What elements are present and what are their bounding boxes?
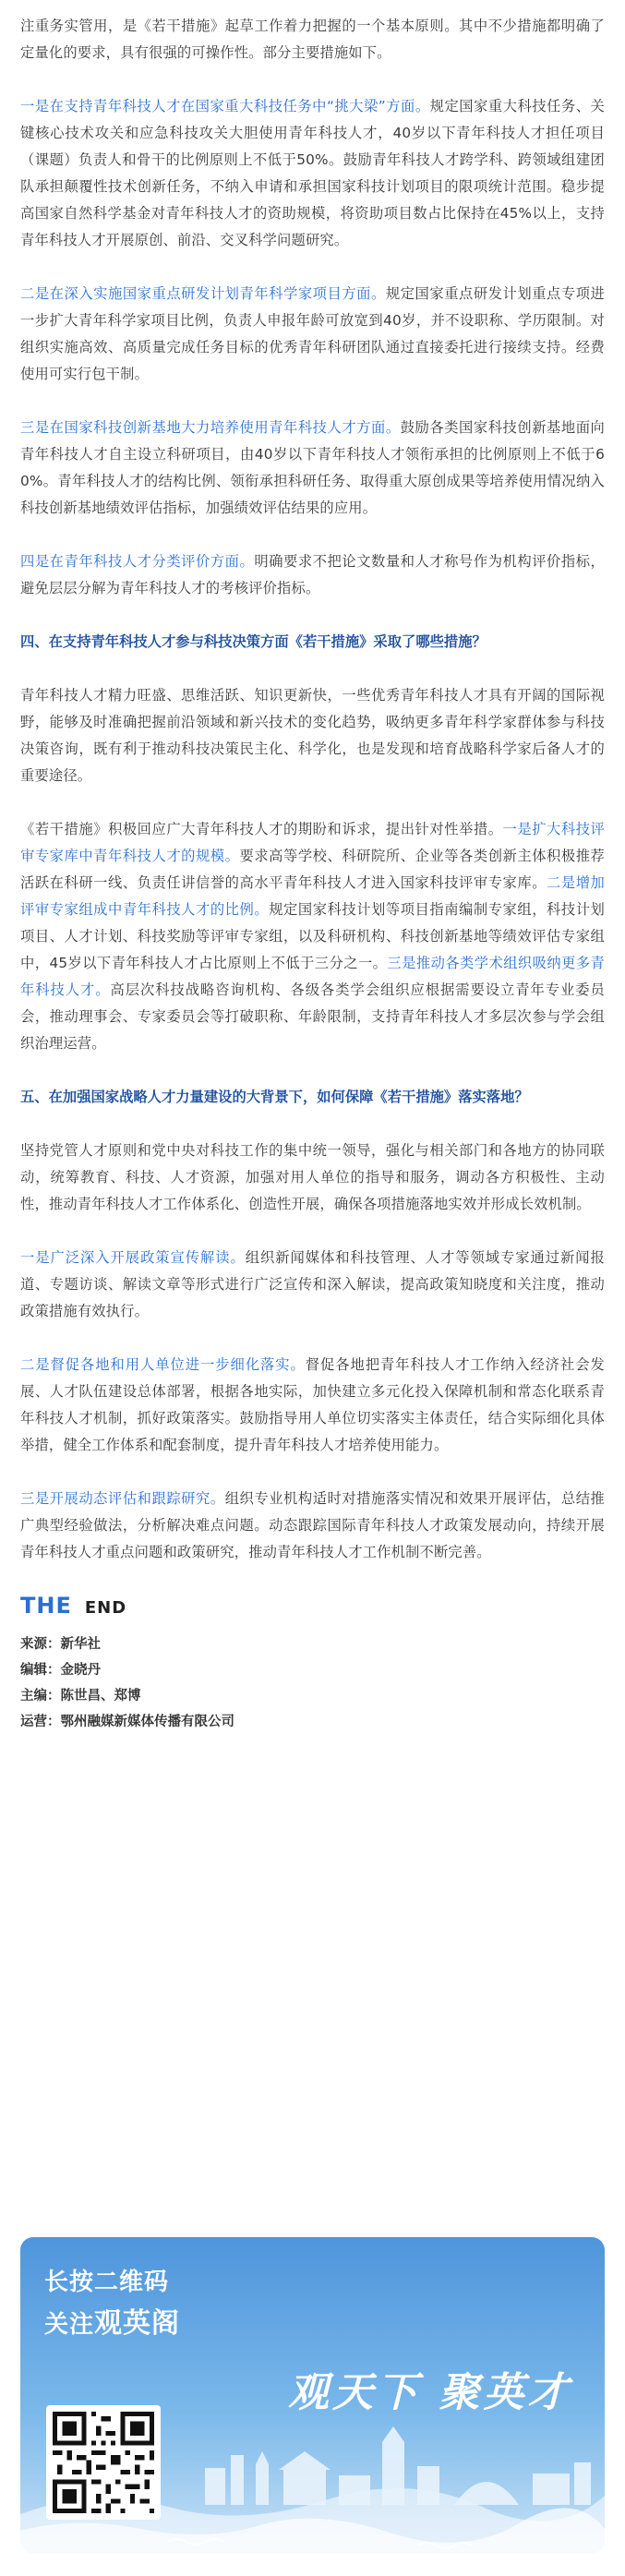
banner-follow-text: 关注 <box>44 2311 95 2339</box>
guarantee-1-body: 组织新闻媒体和科技管理、人才等领域专家通过新闻报道、专题访谈、解读文章等形式进行广泛宣传和深入解读，提高政策知晓度和关注度，推动政策措施有效执行。 <box>20 1249 605 1319</box>
guarantee-paragraph <box>20 1138 605 1218</box>
the-end-end: END <box>84 1598 127 1618</box>
measure-paragraph-2 <box>20 281 605 388</box>
intro-paragraph <box>20 13 605 66</box>
decision-lead-2: 二是增加评审专家组成中青年科技人才的比例。 <box>20 874 605 918</box>
youth-text: 青年科技人才精力旺盛、思维活跃、知识更新快，一些优秀青年科技人才具有开阔的国际视野，能够及时准确把握前沿领域和新兴技术的变化趋势，吸纳更多青年科学家群体参与科技决策咨询，既有利于推动科技决策民主化、科学化，也是发现和培育战略科学家后备人才的重要途径。 <box>20 687 605 784</box>
decision-lead-1: 一是扩大科技评审专家库中青年科技人才的规模。 <box>20 821 606 864</box>
measure-1-body: 规定国家重大科技任务、关键核心技术攻关和应急科技攻关大胆使用青年科技人才，40岁以下青年科技人才担任项目（课题）负责人和骨干的比例原则上不低于50%。鼓励青年科技人才跨学科、跨领域组建团队承担颠覆性技术创新任务，不纳入申请和承担国家科技计划项目的限项统计范围。稳步提高国家自然科学基金对青年科技人才的资助规模，将资助项目数占比保持在45%以上，支持青年科技人才开展原创、前沿、交叉科学问题研究。 <box>20 98 605 248</box>
measure-2-body: 规定国家重点研发计划重点专项进一步扩大青年科学家项目比例，负责人申报年龄可放宽到40岁，并不设职称、学历限制。对组织实施高效、高质量完成任务目标的优秀青年科研团队通过直接委托进行接续支持。经费使用可实行包干制。 <box>20 285 605 382</box>
credit-source: 来源：新华社 <box>20 1637 101 1652</box>
guarantee-paragraph-3 <box>20 1486 605 1566</box>
question-heading-5: 五、在加强国家战略人才力量建设的大背景下，如何保障《若干措施》落实落地？ <box>20 1089 529 1105</box>
credit-chief-editor: 主编：陈世昌、郑博 <box>20 1689 141 1703</box>
banner-account-name: 观英阁 <box>94 2307 181 2340</box>
decision-paragraph <box>20 816 605 1057</box>
guarantee-paragraph-1 <box>20 1245 605 1325</box>
credit-operator: 运营：鄂州融媒新媒体传播有限公司 <box>20 1715 234 1729</box>
banner-slogan: 观天下 聚英才 <box>288 2369 572 2416</box>
qr-code[interactable] <box>46 2405 161 2520</box>
measure-3-lead: 三是在国家科技创新基地大力培养使用青年科技人才方面。 <box>20 419 401 436</box>
banner-line-1: 长按二维码 <box>44 2269 170 2296</box>
measure-paragraph-3 <box>20 415 605 522</box>
question-heading-4: 四、在支持青年科技人才参与科技决策方面《若干措施》采取了哪些措施？ <box>20 633 487 650</box>
measure-4-body: 明确要求不把论文数量和人才称号作为机构评价指标，避免层层分解为青年科技人才的考核评价指标。 <box>20 553 605 596</box>
decision-body-1: 要求高等学校、科研院所、企业等各类创新主体积极推荐活跃在科研一线、负责任讲信誉的高水平青年科技人才进入国家科技评审专家库。 <box>20 848 605 891</box>
follow-banner[interactable] <box>20 2237 605 2553</box>
guarantee-2-body: 督促各地把青年科技人才工作纳入经济社会发展、人才队伍建设总体部署，根据各地实际，加快建立多元化投入保障机制和常态化联系青年科技人才机制，抓好政策落实。鼓励指导用人单位切实落实主体责任，结合实际细化具体举措，健全工作体系和配套制度，提升青年科技人才培养使用能力。 <box>20 1356 605 1453</box>
qr-code-icon <box>53 2412 154 2513</box>
measure-3-body: 鼓励各类国家科技创新基地面向青年科技人才自主设立科研项目，由40岁以下青年科技人才领衔承担的比例原则上不低于60%。青年科技人才的结构比例、领衔承担科研任务、取得重大原创成果等培养使用情况纳入科技创新基地绩效评估指标，加强绩效评估结果的应用。 <box>20 419 605 516</box>
intro-text: 注重务实管用，是《若干措施》起草工作着力把握的一个基本原则。其中不少措施都明确了定量化的要求，具有很强的可操作性。部分主要措施如下。 <box>20 18 605 61</box>
measure-1-lead: 一是在支持青年科技人才在国家重大科技任务中“挑大梁”方面。 <box>20 98 430 114</box>
guarantee-3-lead: 三是开展动态评估和跟踪研究。 <box>20 1490 225 1507</box>
measure-4-lead: 四是在青年科技人才分类评价方面。 <box>20 553 255 570</box>
decision-body-3: 高层次科技战略咨询机构、各级各类学会组织应根据需要设立青年专业委员会，推动理事会、专家委员会等打破职称、年龄限制，支持青年科技人才多层次参与学会组织治理运营。 <box>20 981 606 1052</box>
guarantee-3-body: 组织专业机构适时对措施落实情况和效果开展评估，总结推广典型经验做法，分析解决难点问题。动态跟踪国际青年科技人才政策发展动向，持续开展青年科技人才重点问题和政策研究，推动青年科技人才工作机制不断完善。 <box>20 1490 605 1560</box>
youth-paragraph <box>20 682 605 789</box>
decision-lead-3: 三是推动各类学术组织吸纳更多青年科技人才。 <box>20 955 605 998</box>
guarantee-text: 坚持党管人才原则和党中央对科技工作的集中统一领导，强化与相关部门和各地方的协同联动，统筹教育、科技、人才资源，加强对用人单位的指导和服务，调动各方积极性、主动性，推动青年科技人才工作体系化、创造性开展，确保各项措施落地实效并形成长效机制。 <box>20 1142 605 1212</box>
guarantee-1-lead: 一是广泛深入开展政策宣传解读。 <box>20 1249 246 1266</box>
decision-body-2: 规定国家科技计划等项目指南编制专家组，科技计划项目、人才计划、科技奖励等评审专家组，以及科研机构、科技创新基地等绩效评估专家组中，45岁以下青年科技人才占比原则上不低于三分之一。 <box>20 901 605 971</box>
the-end-the: THE <box>20 1593 72 1619</box>
guarantee-2-lead: 二是督促各地和用人单位进一步细化落实。 <box>20 1356 306 1373</box>
measure-paragraph-4 <box>20 548 605 602</box>
measure-2-lead: 二是在深入实施国家重点研发计划青年科学家项目方面。 <box>20 285 386 302</box>
guarantee-paragraph-2 <box>20 1352 605 1459</box>
credit-editor: 编辑：金晓丹 <box>20 1663 101 1678</box>
measure-paragraph-1 <box>20 93 605 254</box>
the-end-mark <box>20 1593 605 1619</box>
decision-intro: 《若干措施》积极回应广大青年科技人才的期盼和诉求，提出针对性举措。 <box>20 821 503 837</box>
